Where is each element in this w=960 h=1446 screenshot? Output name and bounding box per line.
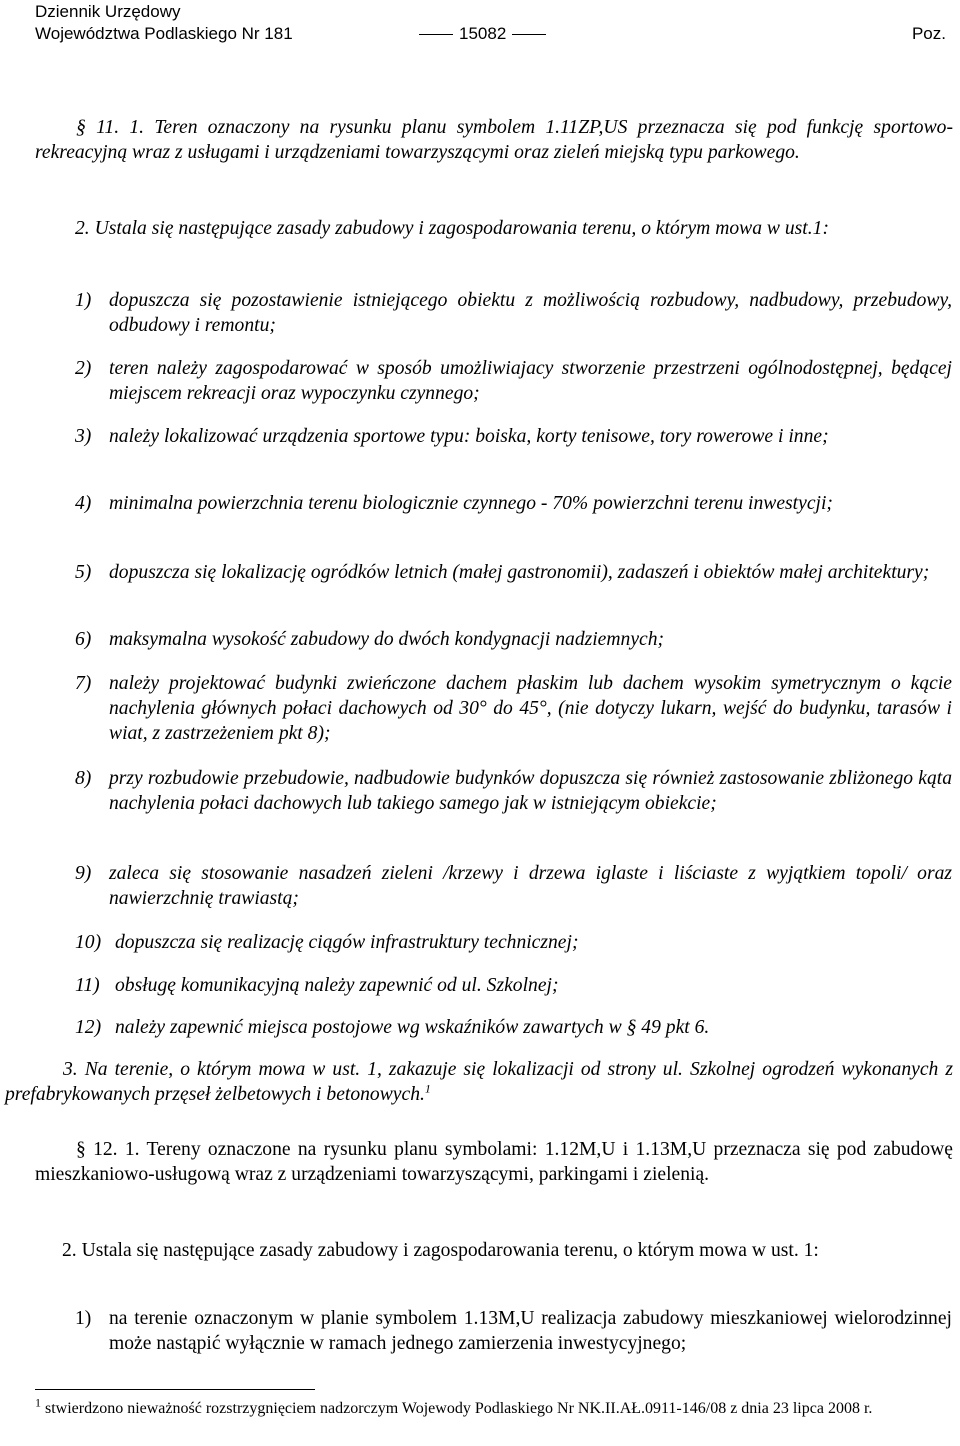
item-text: dopuszcza się pozostawienie istniejącego obiektu z możliwością rozbudowy, nadbudowy, przebudowy, odbudowy i remontu; bbox=[109, 290, 952, 336]
item-number: 3) bbox=[75, 426, 92, 447]
item-number: 12) bbox=[75, 1017, 102, 1038]
item-number: 10) bbox=[75, 932, 102, 953]
item-number: 7) bbox=[75, 673, 92, 694]
s12-item-1 bbox=[75, 1306, 952, 1356]
item-text: minimalna powierzchnia terenu biologicznie czynnego - 70% powierzchni terenu inwestycji; bbox=[109, 493, 833, 514]
item-number: 4) bbox=[75, 493, 92, 514]
item-text: teren należy zagospodarować w sposób umożliwiajacy stworzenie przestrzeni ogólnodostępnej, będącej miejscem rekreacji oraz wypoczynku czynnego; bbox=[109, 358, 952, 404]
footnote-divider bbox=[35, 1389, 315, 1390]
s11-item-8 bbox=[75, 766, 952, 816]
s11-item-4 bbox=[75, 491, 952, 516]
page-number bbox=[413, 24, 552, 44]
dash-right bbox=[512, 34, 546, 35]
page-number-text: 15082 bbox=[459, 24, 507, 43]
item-number: 1) bbox=[75, 290, 92, 311]
s11-item-5 bbox=[75, 560, 952, 585]
footnote-number: 1 bbox=[35, 1395, 41, 1410]
journal-subtitle: Województwa Podlaskiego Nr 181 bbox=[35, 24, 293, 43]
s11-intro: § 11. 1. Teren oznaczony na rysunku planu symbolem 1.11ZP,US przeznacza się pod funkcję sportowo-rekreacyjną wraz z usługami i urządzeniami towarzyszącymi oraz zieleń miejską typu parkowego. bbox=[35, 117, 953, 163]
position-label: Poz. bbox=[911, 24, 946, 43]
dash-left bbox=[419, 34, 453, 35]
s11-paragraph-3 bbox=[5, 1057, 953, 1107]
item-number: 6) bbox=[75, 629, 92, 650]
s12-paragraph-2: 2. Ustala się następujące zasady zabudowy i zagospodarowania terenu, o którym mowa w ust. 1: bbox=[62, 1240, 819, 1261]
item-text: dopuszcza się lokalizację ogródków letnich (małej gastronomii), zadaszeń i obiektów małej architektury; bbox=[109, 562, 930, 583]
s11-item-2 bbox=[75, 356, 952, 406]
s11-item-10 bbox=[75, 930, 952, 955]
s11-item-6 bbox=[75, 627, 952, 652]
item-number: 2) bbox=[75, 358, 92, 379]
item-text: przy rozbudowie przebudowie, nadbudowie budynków dopuszcza się również zastosowanie zbliżonego kąta nachylenia połaci dachowych lub takiego samego jak w istniejącym obiekcie; bbox=[109, 768, 952, 814]
s11-item-3 bbox=[75, 424, 952, 449]
item-text: należy zapewnić miejsca postojowe wg wskaźników zawartych w § 49 pkt 6. bbox=[115, 1017, 710, 1038]
page-header bbox=[0, 0, 960, 52]
s11-item-11 bbox=[75, 973, 952, 998]
item-number: 5) bbox=[75, 562, 92, 583]
item-text: maksymalna wysokość zabudowy do dwóch kondygnacji nadziemnych; bbox=[109, 629, 665, 650]
item-text: należy projektować budynki zwieńczone dachem płaskim lub dachem wysokim symetrycznym o kącie nachylenia głównych połaci dachowych od 30° do 45°, (nie dotyczy lukarn, wejść do budynku, tarasów i wiat, z zastrzeżeniem pkt 8); bbox=[109, 673, 952, 744]
s11-paragraph-3-text: 3. Na terenie, o którym mowa w ust. 1, zakazuje się lokalizacji od strony ul. Szkolnej ogrodzeń wykonanych z prefabrykowanych przęseł żelbetowych i betonowych. bbox=[5, 1059, 953, 1105]
s11-item-9 bbox=[75, 861, 952, 911]
item-number: 8) bbox=[75, 768, 92, 789]
item-text: należy lokalizować urządzenia sportowe typu: boiska, korty tenisowe, tory rowerowe i inne; bbox=[109, 426, 829, 447]
item-number: 1) bbox=[75, 1308, 92, 1329]
item-text: zaleca się stosowanie nasadzeń zieleni /krzewy i drzewa iglaste i liściaste z wyjątkiem topoli/ oraz nawierzchnię trawiastą; bbox=[109, 863, 952, 909]
s11-item-12 bbox=[75, 1015, 952, 1040]
s12-intro: § 12. 1. Tereny oznaczone na rysunku planu symbolami: 1.12M,U i 1.13M,U przeznacza się pod zabudowę mieszkaniowo-usługową wraz z urządzeniami towarzyszącymi, parkingami i zielenią. bbox=[35, 1139, 953, 1185]
item-number: 11) bbox=[75, 975, 100, 996]
footnote bbox=[35, 1395, 935, 1419]
s11-paragraph-2: 2. Ustala się następujące zasady zabudowy i zagospodarowania terenu, o którym mowa w ust.1: bbox=[75, 218, 829, 239]
footnote-reference: 1 bbox=[424, 1081, 431, 1096]
footnote-text: stwierdzono nieważność rozstrzygnięciem nadzorczym Wojewody Podlaskiego Nr NK.II.AŁ.0911-146/08 z dnia 23 lipca 2008 r. bbox=[45, 1400, 873, 1417]
s11-item-1 bbox=[75, 288, 952, 338]
item-text: obsługę komunikacyjną należy zapewnić od ul. Szkolnej; bbox=[115, 975, 559, 996]
item-text: dopuszcza się realizację ciągów infrastruktury technicznej; bbox=[115, 932, 579, 953]
journal-title: Dziennik Urzędowy bbox=[35, 2, 181, 21]
s11-item-7 bbox=[75, 671, 952, 746]
item-text: na terenie oznaczonym w planie symbolem 1.13M,U realizacja zabudowy mieszkaniowej wielorodzinnej może nastąpić wyłącznie w ramach jednego zamierzenia inwestycyjnego; bbox=[109, 1308, 952, 1354]
item-number: 9) bbox=[75, 863, 92, 884]
